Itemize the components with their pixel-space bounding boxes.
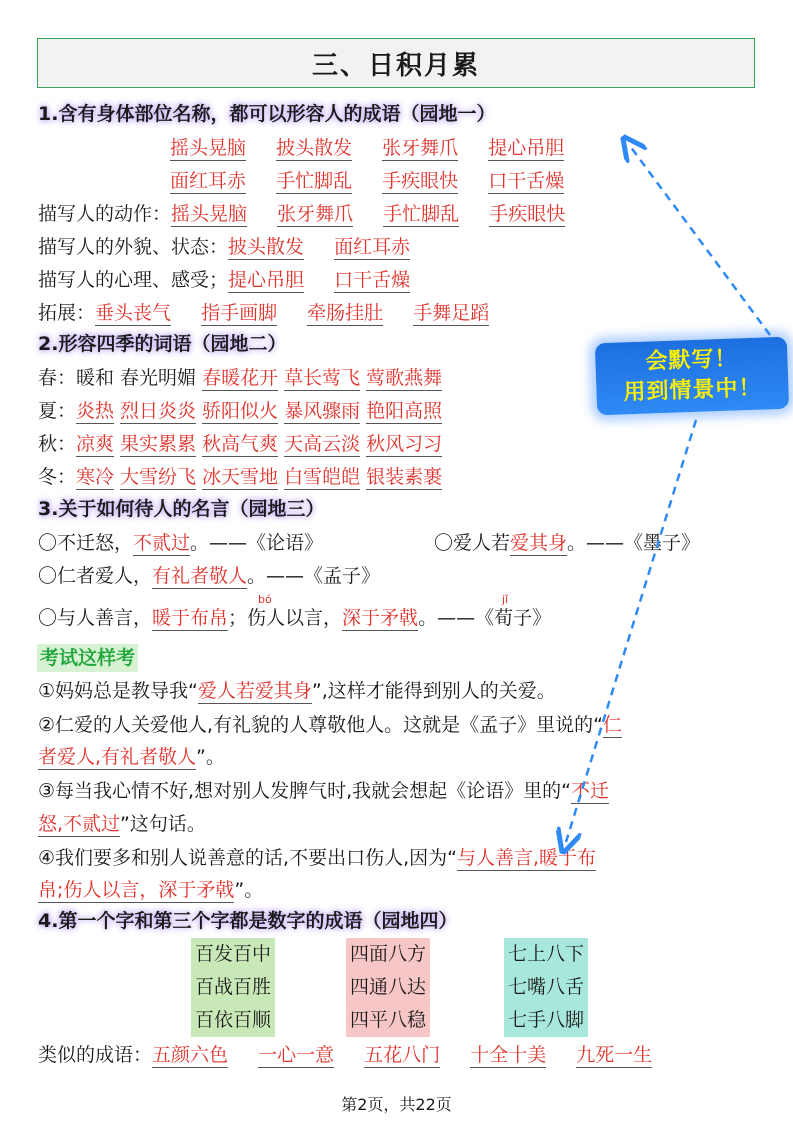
extend-label: 拓展： bbox=[38, 302, 96, 324]
exam-answer: 帛;伤人以言，深于矛戟 bbox=[38, 879, 235, 901]
idiom: 面红耳赤 bbox=[334, 236, 411, 258]
word: 春暖花开 bbox=[202, 367, 279, 389]
quote-text: ；伤人以言， bbox=[228, 607, 343, 629]
appearance-label: 描写人的外貌、状态： bbox=[38, 236, 229, 258]
idiom: 披头散发 bbox=[276, 137, 353, 159]
spring-plain: 暖和 春光明媚 bbox=[76, 367, 203, 389]
section4-heading: 4.第一个字和第三个字都是数字的成语（园地四） bbox=[38, 910, 458, 932]
idiom: 手疾眼快 bbox=[382, 170, 459, 192]
idiom: 四平八稳 bbox=[350, 1009, 427, 1031]
exam-tag: 考试这样考 bbox=[37, 644, 138, 672]
idiom: 七上八下 bbox=[508, 943, 585, 965]
word: 暴风骤雨 bbox=[284, 400, 361, 422]
autumn-label: 秋： bbox=[38, 433, 77, 455]
quote-text: 。——《孟子》 bbox=[247, 565, 381, 587]
exam-answer: 与人善言,暖于布 bbox=[456, 847, 597, 869]
word: 秋高气爽 bbox=[202, 433, 279, 455]
exam-answer: 怒,不贰过 bbox=[38, 813, 121, 835]
idiom: 手忙脚乱 bbox=[276, 170, 353, 192]
idiom: 口干舌燥 bbox=[334, 269, 411, 291]
word: 骄阳似火 bbox=[202, 400, 279, 422]
pinyin-bo: bó bbox=[258, 593, 272, 606]
idiom: 手舞足蹈 bbox=[413, 302, 490, 324]
idiom: 百发百中 bbox=[195, 943, 272, 965]
idiom: 张牙舞爪 bbox=[277, 203, 354, 225]
section1-heading: 1.含有身体部位名称，都可以形容人的成语（园地一） bbox=[38, 103, 496, 125]
idiom: 面红耳赤 bbox=[170, 170, 247, 192]
word: 大雪纷飞 bbox=[120, 466, 197, 488]
quote-text: 。——《荀子》 bbox=[418, 607, 552, 629]
quote-blank: 有礼者敬人 bbox=[152, 565, 248, 587]
word: 艳阳高照 bbox=[366, 400, 443, 422]
idiom: 指手画脚 bbox=[201, 302, 278, 324]
word: 草长莺飞 bbox=[284, 367, 361, 389]
idiom: 五花八门 bbox=[364, 1044, 441, 1066]
word: 炎热 bbox=[76, 400, 115, 422]
idiom: 披头散发 bbox=[228, 236, 305, 258]
quote-text: 。——《论语》 bbox=[190, 532, 324, 554]
arrow-up-line bbox=[630, 146, 770, 335]
exam-text: ”,这样才能得到别人的关爱。 bbox=[311, 680, 556, 702]
idiom: 四面八方 bbox=[350, 943, 427, 965]
idiom: 百战百胜 bbox=[195, 976, 272, 998]
mind-label: 描写人的心理、感受； bbox=[38, 269, 229, 291]
idiom: 四通八达 bbox=[350, 976, 427, 998]
idiom: 摇头晃脑 bbox=[170, 137, 247, 159]
word: 寒冷 bbox=[76, 466, 115, 488]
winter-label: 冬： bbox=[38, 466, 77, 488]
exam-text: ③每当我心情不好,想对别人发脾气时,我就会想起《论语》里的“ bbox=[38, 780, 571, 802]
quote-blank: 深于矛戟 bbox=[342, 607, 419, 629]
word: 烈日炎炎 bbox=[120, 400, 197, 422]
idiom: 五颜六色 bbox=[152, 1044, 229, 1066]
exam-text: ①妈妈总是教导我“ bbox=[38, 680, 198, 702]
exam-answer: 不迁 bbox=[570, 780, 609, 802]
idiom: 百依百顺 bbox=[195, 1009, 272, 1031]
quote-blank: 不贰过 bbox=[133, 532, 191, 554]
word: 天高云淡 bbox=[284, 433, 361, 455]
idiom: 牵肠挂肚 bbox=[307, 302, 384, 324]
exam-answer: 仁 bbox=[602, 714, 622, 736]
spring-label: 春： bbox=[38, 367, 77, 389]
section3-heading: 3.关于如何待人的名言（园地三） bbox=[38, 498, 325, 520]
word: 秋风习习 bbox=[366, 433, 443, 455]
page-title: 三、日积月累 bbox=[37, 38, 755, 88]
pinyin-ji: jǐ bbox=[502, 593, 509, 606]
exam-text: ”。 bbox=[196, 746, 225, 768]
exam-text: ②仁爱的人关爱他人,有礼貌的人尊敬他人。这就是《孟子》里说的“ bbox=[38, 714, 603, 736]
idiom: 手忙脚乱 bbox=[383, 203, 460, 225]
quote-text: 〇爱人若 bbox=[434, 532, 511, 554]
idiom: 手疾眼快 bbox=[489, 203, 566, 225]
exam-text: ”这句话。 bbox=[120, 813, 206, 835]
idiom: 九死一生 bbox=[576, 1044, 653, 1066]
idiom: 口干舌燥 bbox=[488, 170, 565, 192]
quote-text: 〇不迁怒， bbox=[38, 532, 134, 554]
exam-answer: 者爱人,有礼者敬人 bbox=[38, 746, 197, 768]
quote-blank: 爱其身 bbox=[510, 532, 568, 554]
word: 凉爽 bbox=[76, 433, 115, 455]
quote-text: 〇与人善言， bbox=[38, 607, 153, 629]
callout-line1: 会默写！ bbox=[645, 346, 738, 375]
word: 果实累累 bbox=[120, 433, 197, 455]
idiom: 摇头晃脑 bbox=[171, 203, 248, 225]
arrow-down-line bbox=[566, 420, 696, 842]
idiom: 提心吊胆 bbox=[228, 269, 305, 291]
idiom: 提心吊胆 bbox=[488, 137, 565, 159]
exam-text: ④我们要多和别人说善意的话,不要出口伤人,因为“ bbox=[38, 847, 457, 869]
quote-text: 。——《墨子》 bbox=[567, 532, 701, 554]
idiom: 一心一意 bbox=[258, 1044, 335, 1066]
word: 莺歌燕舞 bbox=[366, 367, 443, 389]
idiom: 七手八脚 bbox=[508, 1009, 585, 1031]
callout-line2: 用到情景中！ bbox=[623, 375, 762, 406]
exam-answer: 爱人若爱其身 bbox=[197, 680, 312, 702]
idiom: 七嘴八舌 bbox=[508, 976, 585, 998]
word: 冰天雪地 bbox=[202, 466, 279, 488]
exam-text: ”。 bbox=[234, 879, 264, 901]
page-footer: 第2页，共22页 bbox=[341, 1095, 452, 1114]
word: 银装素裹 bbox=[366, 466, 443, 488]
section2-heading: 2.形容四季的词语（园地二） bbox=[38, 333, 287, 355]
idiom: 十全十美 bbox=[470, 1044, 547, 1066]
quote-text: 〇仁者爱人， bbox=[38, 565, 153, 587]
similar-label: 类似的成语： bbox=[38, 1044, 153, 1066]
action-label: 描写人的动作： bbox=[38, 203, 172, 225]
idiom: 张牙舞爪 bbox=[382, 137, 459, 159]
word: 白雪皑皑 bbox=[284, 466, 361, 488]
summer-label: 夏： bbox=[38, 400, 77, 422]
quote-blank: 暖于布帛 bbox=[152, 607, 229, 629]
idiom: 垂头丧气 bbox=[95, 302, 172, 324]
